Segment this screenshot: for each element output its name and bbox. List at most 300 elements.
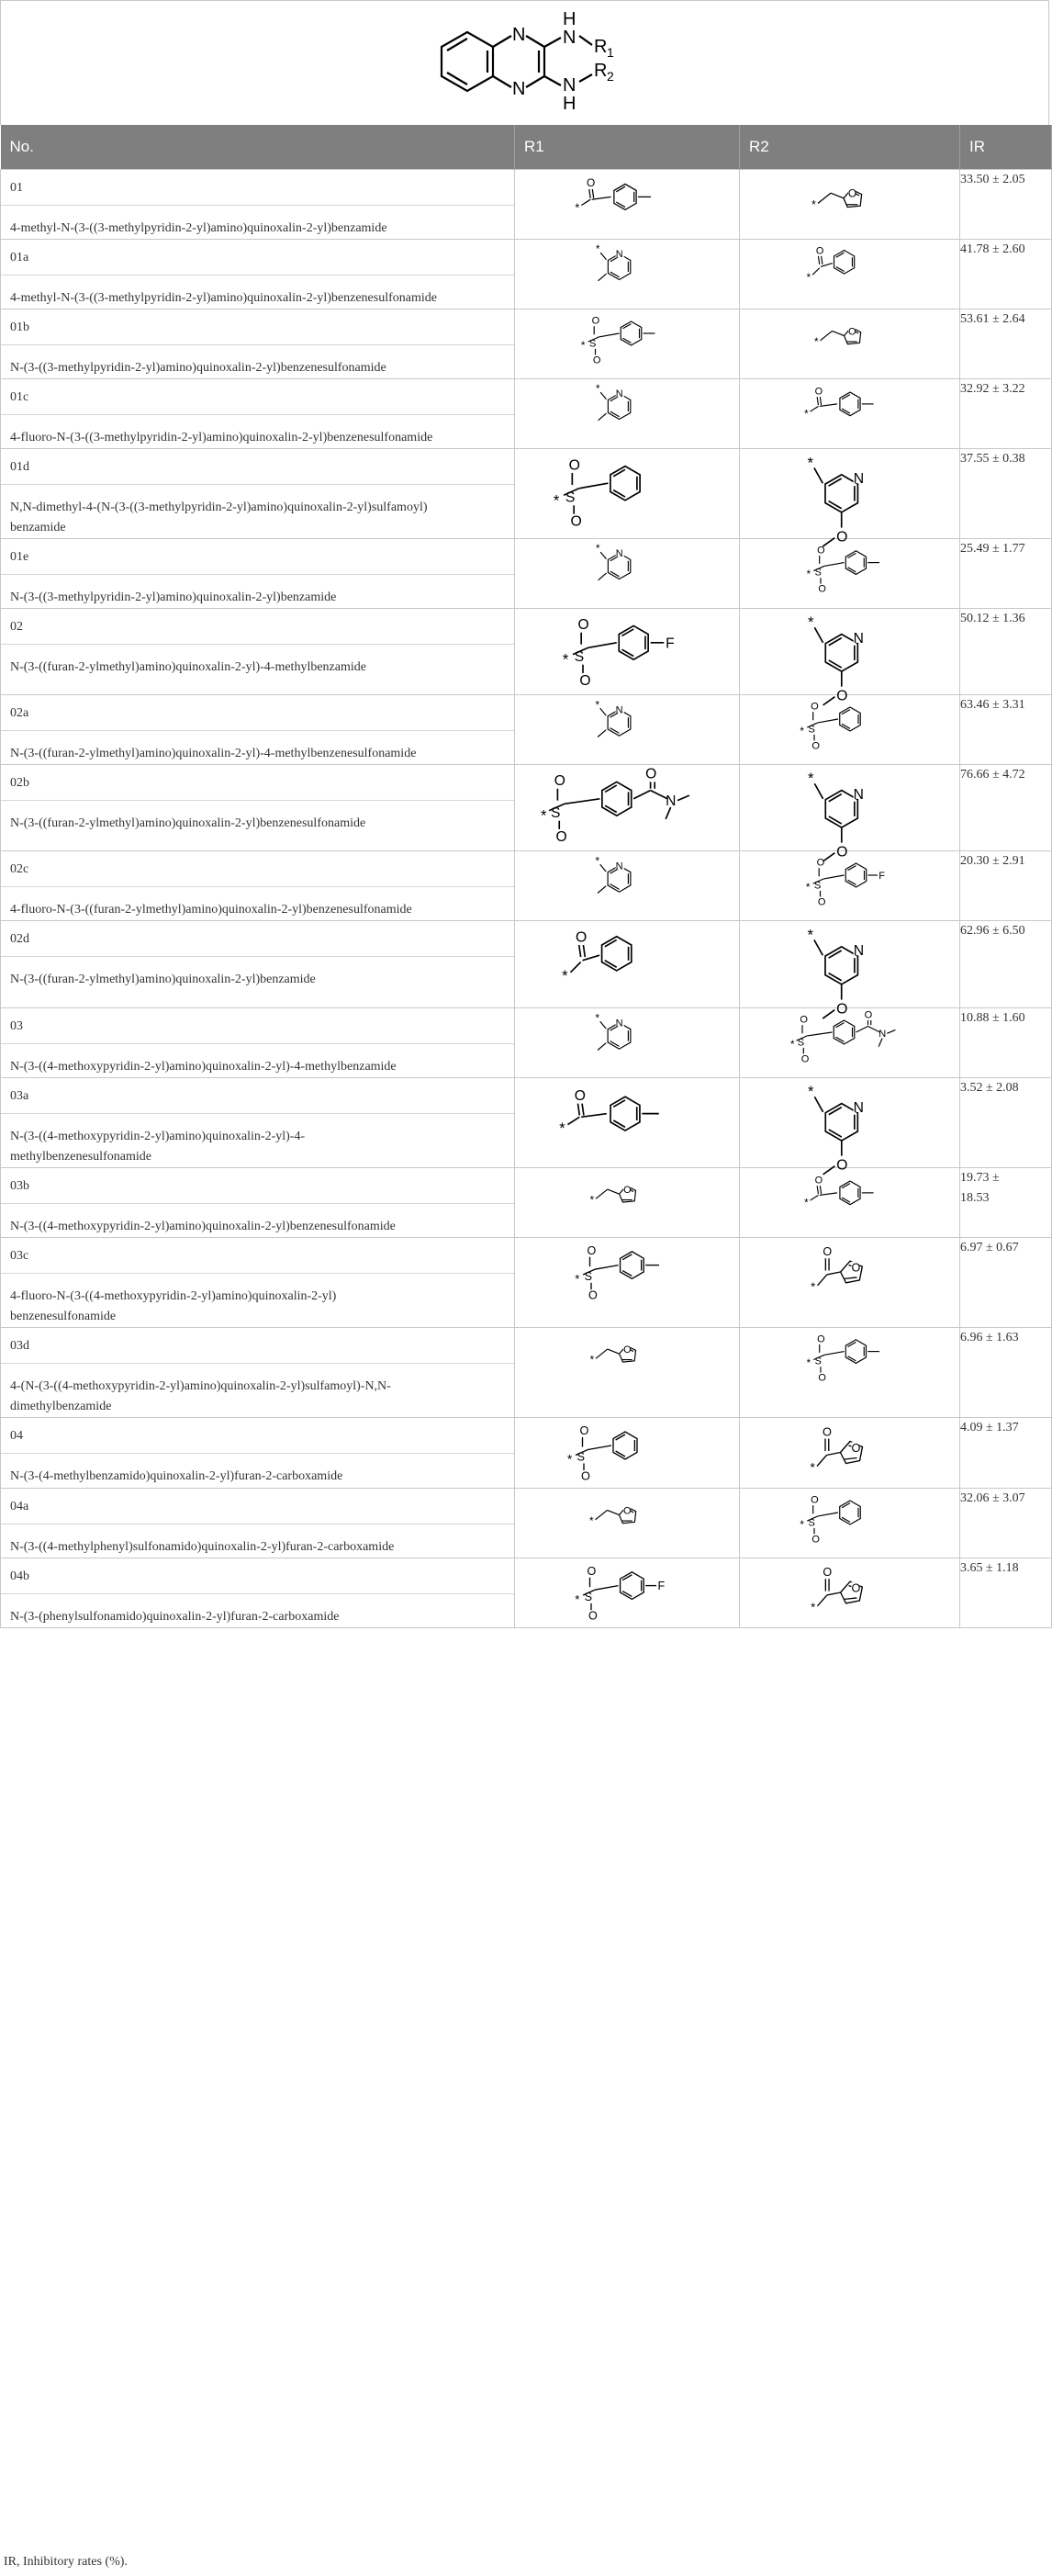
svg-text:N: N (853, 1099, 864, 1116)
svg-text:S: S (551, 805, 561, 822)
compound-table (0, 125, 1052, 1628)
compound-number: 01 (1, 170, 514, 206)
r1-structure (515, 379, 740, 449)
dimethylcarbamoylphenylsulfonyl-structure-drawing (740, 1008, 960, 1068)
compound-name: N-(3-((furan-2-ylmethyl)amino)quinoxalin-2-yl)benzenesulfonamide (10, 816, 366, 830)
r1-structure (515, 921, 740, 1008)
svg-text:O: O (851, 1440, 861, 1455)
compound-name: N-(3-((furan-2-ylmethyl)amino)quinoxalin-2-yl)benzamide (10, 973, 316, 986)
svg-text:*: * (562, 967, 568, 985)
r2-structure (740, 609, 960, 704)
methylpyridyl-structure-drawing (515, 240, 735, 298)
svg-text:F: F (666, 636, 675, 652)
svg-text:*: * (807, 454, 814, 472)
inhibitory-rate-value: 3.52 ± 2.08 (960, 1078, 1052, 1168)
compound-number: 01a (1, 240, 514, 276)
svg-text:*: * (575, 1592, 580, 1606)
compound-cell (1, 695, 515, 765)
svg-text:N: N (853, 786, 864, 803)
svg-text:N: N (615, 249, 623, 261)
r2-structure (740, 1418, 960, 1489)
svg-text:O: O (581, 1468, 590, 1483)
svg-text:S: S (808, 1517, 815, 1529)
toluoyl-structure-drawing (740, 379, 960, 438)
tosyl-structure-drawing (740, 1328, 960, 1387)
svg-text:O: O (800, 1014, 808, 1026)
compound-cell (1, 1328, 515, 1418)
svg-text:*: * (810, 1460, 815, 1475)
svg-text:O: O (623, 1505, 632, 1517)
svg-text:*: * (595, 855, 600, 868)
svg-text:F: F (657, 1580, 666, 1593)
svg-text:*: * (800, 725, 804, 737)
compound-name: 4-methyl-N-(3-((3-methylpyridin-2-yl)amino)quinoxalin-2-yl)benzenesulfonamide (10, 291, 437, 305)
compound-name: N-(3-((furan-2-ylmethyl)amino)quinoxalin-2-yl)-4-methylbenzenesulfonamide (10, 747, 417, 760)
methoxypyridyl-structure-drawing (740, 765, 960, 861)
phenylsulfonyl-structure-drawing (740, 695, 960, 755)
table-row (1, 539, 1052, 609)
svg-text:S: S (814, 567, 822, 579)
r2-structure (740, 695, 960, 765)
svg-text:*: * (589, 1355, 595, 1367)
svg-text:F: F (879, 870, 885, 882)
svg-text:O: O (847, 186, 857, 200)
compound-number: 03a (1, 1078, 514, 1114)
svg-text:*: * (806, 272, 811, 284)
r2-structure (740, 1558, 960, 1628)
svg-text:O: O (579, 672, 591, 689)
compound-name: N,N-dimethyl-4-(N-(3-((3-methylpyridin-2-yl)amino)quinoxalin-2-yl)sulfamoyl) benzamide (10, 501, 428, 534)
table-row (1, 851, 1052, 921)
furoyl-structure-drawing (740, 1238, 960, 1306)
r1-structure (515, 1008, 740, 1078)
svg-text:*: * (595, 1012, 600, 1025)
svg-text:*: * (808, 1083, 814, 1101)
inhibitory-rate-value: 62.96 ± 6.50 (960, 921, 1052, 1008)
r1-label: R (594, 37, 608, 57)
svg-text:S: S (574, 649, 585, 666)
svg-text:O: O (836, 844, 848, 861)
r2-structure (740, 1078, 960, 1174)
inhibitory-rate-value: 53.61 ± 2.64 (960, 309, 1052, 379)
table-row (1, 170, 1052, 240)
svg-text:O: O (588, 1288, 598, 1302)
compound-cell (1, 609, 515, 695)
svg-text:O: O (817, 896, 826, 908)
furoyl-structure-drawing (740, 1418, 960, 1487)
r2-structure (740, 539, 960, 609)
r1-structure (515, 1328, 740, 1418)
svg-text:O: O (587, 1243, 597, 1257)
compound-number: 01c (1, 379, 514, 415)
table-row (1, 449, 1052, 539)
svg-text:O: O (811, 1494, 819, 1506)
r2-structure (740, 1489, 960, 1558)
r1-structure (515, 1489, 740, 1558)
compound-number: 03 (1, 1008, 514, 1044)
header-ir: IR (960, 125, 1052, 170)
svg-text:*: * (596, 544, 600, 556)
phenylsulfonyl-structure-drawing (740, 1489, 960, 1548)
tosyl-structure-drawing (515, 1238, 735, 1306)
compound-number: 04a (1, 1489, 514, 1524)
svg-text:*: * (811, 198, 816, 211)
svg-text:O: O (645, 766, 657, 782)
svg-text:*: * (575, 201, 580, 215)
r2-structure (740, 240, 960, 309)
compound-number: 02 (1, 609, 514, 645)
compound-cell (1, 1489, 515, 1558)
svg-text:*: * (808, 613, 814, 632)
compound-cell (1, 1168, 515, 1238)
svg-text:O: O (574, 1087, 586, 1104)
compound-name: N-(3-((4-methoxypyridin-2-yl)amino)quinoxalin-2-yl)benzenesulfonamide (10, 1220, 396, 1233)
fluorophenylsulfonyl-structure-drawing (740, 851, 960, 911)
svg-text:O: O (554, 773, 565, 790)
compound-name: 4-(N-(3-((4-methoxypyridin-2-yl)amino)quinoxalin-2-yl)sulfamoyl)-N,N- dimethylbenzamide (10, 1379, 391, 1413)
furfuryl-structure-drawing (515, 1168, 735, 1227)
inhibitory-rate-value: 4.09 ± 1.37 (960, 1418, 1052, 1489)
svg-text:*: * (580, 339, 586, 352)
r2-structure (740, 379, 960, 449)
svg-text:S: S (565, 489, 576, 506)
table-row (1, 1489, 1052, 1558)
inhibitory-rate-value: 3.65 ± 1.18 (960, 1558, 1052, 1628)
r2-structure (740, 1168, 960, 1238)
svg-text:*: * (596, 244, 600, 256)
compound-cell (1, 851, 515, 921)
r1-structure (515, 1078, 740, 1168)
compound-number: 02d (1, 921, 514, 957)
svg-text:O: O (623, 1344, 632, 1355)
svg-text:O: O (811, 1534, 820, 1546)
furfuryl-structure-drawing (740, 170, 960, 234)
methylpyridyl-structure-drawing (515, 1008, 735, 1068)
svg-text:O: O (817, 1333, 825, 1345)
svg-text:O: O (836, 1001, 848, 1018)
inhibitory-rate-value: 33.50 ± 2.05 (960, 170, 1052, 240)
svg-text:O: O (815, 245, 824, 257)
compound-number: 03b (1, 1168, 514, 1204)
svg-text:*: * (811, 1279, 816, 1294)
svg-text:O: O (592, 354, 601, 366)
svg-text:O: O (577, 617, 589, 634)
svg-text:S: S (584, 1590, 592, 1603)
svg-text:O: O (587, 1564, 597, 1578)
table-row (1, 1238, 1052, 1328)
quinoxaline-core-structure (423, 8, 662, 117)
compound-name: N-(3-((3-methylpyridin-2-yl)amino)quinoxalin-2-yl)benzamide (10, 591, 337, 604)
svg-text:O: O (823, 1424, 832, 1439)
compound-name: N-(3-((4-methoxypyridin-2-yl)amino)quinoxalin-2-yl)-4- methylbenzenesulfonamide (10, 1130, 306, 1164)
r1-structure (515, 765, 740, 851)
r1-structure (515, 539, 740, 609)
compound-cell (1, 1558, 515, 1628)
furfuryl-structure-drawing (740, 309, 960, 369)
svg-text:O: O (864, 1009, 873, 1021)
r1-structure (515, 1238, 740, 1328)
table-row (1, 1078, 1052, 1168)
methoxypyridyl-structure-drawing (740, 449, 960, 546)
compound-name: N-(3-(phenylsulfonamido)quinoxalin-2-yl)furan-2-carboxamide (10, 1610, 340, 1624)
furfuryl-structure-drawing (515, 1489, 735, 1548)
amine-hydrogen-2: H (563, 94, 576, 114)
svg-text:N: N (615, 388, 623, 400)
r2-structure (740, 1238, 960, 1328)
svg-text:*: * (808, 770, 814, 788)
svg-text:O: O (591, 315, 600, 327)
svg-text:O: O (817, 545, 825, 557)
svg-text:O: O (818, 1372, 826, 1384)
svg-text:*: * (804, 409, 809, 421)
compound-cell (1, 309, 515, 379)
inhibitory-rate-value: 37.55 ± 0.38 (960, 449, 1052, 539)
svg-text:O: O (814, 386, 823, 398)
header-no: No. (1, 125, 515, 170)
svg-text:O: O (836, 1157, 848, 1174)
phenylsulfonyl-structure-drawing (515, 1418, 735, 1487)
compound-cell (1, 1078, 515, 1168)
table-body (1, 170, 1052, 1628)
svg-text:*: * (589, 1195, 595, 1207)
inhibitory-rate-value: 76.66 ± 4.72 (960, 765, 1052, 851)
svg-text:O: O (579, 1423, 589, 1437)
compound-cell (1, 449, 515, 539)
toluoyl-structure-drawing (740, 1168, 960, 1227)
svg-text:*: * (562, 650, 569, 669)
svg-text:N: N (879, 1029, 887, 1041)
table-row (1, 1168, 1052, 1238)
svg-text:O: O (814, 1175, 823, 1187)
svg-text:O: O (576, 929, 588, 946)
r2-structure (740, 1328, 960, 1418)
inhibitory-rate-value: 19.73 ± 18.53 (960, 1168, 1052, 1238)
table-row (1, 765, 1052, 851)
fluorophenylsulfonyl-structure-drawing (515, 1558, 735, 1626)
r2-structure (740, 449, 960, 546)
r2-structure (740, 765, 960, 861)
table-row (1, 240, 1052, 309)
svg-text:O: O (848, 326, 856, 338)
compound-cell (1, 240, 515, 309)
svg-text:N: N (615, 704, 623, 716)
tosyl-structure-drawing (740, 539, 960, 598)
compound-name: 4-methyl-N-(3-((3-methylpyridin-2-yl)amino)quinoxalin-2-yl)benzamide (10, 221, 387, 235)
compound-number: 01d (1, 449, 514, 485)
r1-structure (515, 240, 740, 309)
compound-number: 01b (1, 309, 514, 345)
r1-subscript: 1 (607, 45, 614, 60)
r2-label: R (594, 61, 608, 81)
table-row (1, 1008, 1052, 1078)
inhibitory-rate-value: 10.88 ± 1.60 (960, 1008, 1052, 1078)
svg-text:O: O (570, 513, 582, 530)
svg-text:S: S (814, 880, 822, 892)
methylpyridyl-structure-drawing (515, 851, 735, 911)
svg-text:*: * (595, 699, 600, 712)
svg-text:O: O (823, 1566, 833, 1580)
compound-cell (1, 379, 515, 449)
inhibitory-rate-value: 6.97 ± 0.67 (960, 1238, 1052, 1328)
svg-text:*: * (814, 336, 819, 348)
svg-text:*: * (575, 1271, 580, 1286)
svg-text:S: S (584, 1269, 592, 1283)
compound-name: N-(3-((4-methoxypyridin-2-yl)amino)quinoxalin-2-yl)-4-methylbenzamide (10, 1060, 397, 1074)
ring-nitrogen-top: N (512, 25, 526, 45)
toluoyl-structure-drawing (515, 1078, 735, 1163)
compound-cell (1, 539, 515, 609)
svg-text:*: * (807, 926, 814, 944)
table-row (1, 1418, 1052, 1489)
r1-structure (515, 609, 740, 695)
compound-cell (1, 1008, 515, 1078)
r2-structure (740, 309, 960, 379)
furfuryl-structure-drawing (515, 1328, 735, 1387)
inhibitory-rate-value: 32.06 ± 3.07 (960, 1489, 1052, 1558)
svg-text:O: O (818, 583, 826, 595)
svg-text:*: * (811, 1600, 816, 1614)
svg-text:*: * (553, 491, 560, 510)
methylpyridyl-structure-drawing (515, 379, 735, 438)
inhibitory-rate-value: 25.49 ± 1.77 (960, 539, 1052, 609)
r1-structure (515, 449, 740, 539)
tosyl-structure-drawing (515, 309, 735, 369)
methoxypyridyl-structure-drawing (740, 921, 960, 1018)
inhibitory-rate-value: 6.96 ± 1.63 (960, 1328, 1052, 1418)
inhibitory-rate-value: 50.12 ± 1.36 (960, 609, 1052, 695)
r2-structure (740, 170, 960, 240)
compound-number: 02c (1, 851, 514, 887)
svg-text:*: * (541, 806, 547, 825)
table-row (1, 921, 1052, 1008)
svg-text:N: N (666, 793, 677, 810)
compound-number: 01e (1, 539, 514, 575)
compound-number: 02b (1, 765, 514, 801)
svg-text:*: * (567, 1452, 573, 1467)
compound-name: 4-fluoro-N-(3-((furan-2-ylmethyl)amino)quinoxalin-2-yl)benzenesulfonamide (10, 903, 412, 917)
r1-structure (515, 1418, 740, 1489)
table-row (1, 309, 1052, 379)
svg-text:O: O (811, 701, 819, 713)
methoxypyridyl-structure-drawing (740, 609, 960, 704)
svg-text:O: O (836, 529, 848, 546)
svg-text:O: O (555, 828, 567, 845)
svg-text:S: S (808, 724, 815, 736)
compound-cell (1, 170, 515, 240)
methoxypyridyl-structure-drawing (740, 1078, 960, 1174)
r2-subscript: 2 (607, 69, 614, 84)
svg-text:*: * (790, 1038, 795, 1051)
inhibitory-rate-value: 32.92 ± 3.22 (960, 379, 1052, 449)
header-r1: R1 (515, 125, 740, 170)
svg-text:O: O (800, 1053, 810, 1065)
svg-text:N: N (853, 943, 865, 960)
furoyl-structure-drawing (740, 1558, 960, 1626)
svg-text:*: * (800, 1518, 804, 1531)
svg-text:O: O (823, 1245, 833, 1259)
benzoyl-structure-drawing (515, 921, 735, 1007)
inhibitory-rate-value: 41.78 ± 2.60 (960, 240, 1052, 309)
benzoyl-structure-drawing (740, 240, 960, 298)
compound-name: N-(3-((3-methylpyridin-2-yl)amino)quinoxalin-2-yl)benzenesulfonamide (10, 361, 386, 375)
compound-name: N-(3-((furan-2-ylmethyl)amino)quinoxalin-2-yl)-4-methylbenzamide (10, 660, 366, 674)
svg-text:*: * (806, 1358, 811, 1370)
compound-cell (1, 1418, 515, 1489)
compound-name: N-(3-((4-methylphenyl)sulfonamido)quinoxalin-2-yl)furan-2-carboxamide (10, 1540, 395, 1554)
svg-text:S: S (814, 1355, 822, 1367)
svg-text:O: O (851, 1261, 861, 1275)
svg-text:*: * (596, 384, 600, 396)
svg-text:O: O (811, 740, 820, 752)
svg-text:*: * (804, 1198, 809, 1209)
amine-hydrogen-1: H (563, 9, 576, 29)
compound-cell (1, 921, 515, 1008)
r1-structure (515, 309, 740, 379)
svg-text:O: O (587, 176, 596, 190)
table-row (1, 609, 1052, 695)
amine-nitrogen-2: N (563, 75, 576, 96)
table-row (1, 379, 1052, 449)
svg-text:S: S (589, 338, 597, 350)
amine-nitrogen-1: N (563, 28, 576, 48)
svg-text:*: * (805, 881, 811, 894)
svg-text:S: S (576, 1449, 586, 1464)
svg-text:N: N (615, 861, 623, 872)
compound-number: 04b (1, 1558, 514, 1594)
compound-number: 03c (1, 1238, 514, 1274)
fluorophenylsulfonyl-structure-drawing (515, 609, 735, 693)
svg-text:O: O (836, 688, 848, 704)
compound-number: 04 (1, 1418, 514, 1454)
svg-text:N: N (615, 548, 623, 560)
svg-text:*: * (589, 1515, 594, 1527)
footnote: IR, Inhibitory rates (%). (4, 2555, 128, 2569)
phenylsulfonyl-structure-drawing (515, 449, 735, 534)
compound-cell (1, 1238, 515, 1328)
r1-structure (515, 695, 740, 765)
methylpyridyl-structure-drawing (515, 695, 735, 755)
table-header-row (1, 125, 1052, 170)
compound-name: N-(3-(4-methylbenzamido)quinoxalin-2-yl)furan-2-carboxamide (10, 1469, 343, 1483)
svg-text:O: O (851, 1581, 861, 1595)
svg-text:*: * (559, 1119, 565, 1137)
compound-number: 03d (1, 1328, 514, 1364)
r1-structure (515, 1168, 740, 1238)
compound-cell (1, 765, 515, 851)
svg-text:O: O (623, 1184, 632, 1196)
table-row (1, 695, 1052, 765)
svg-text:S: S (797, 1037, 805, 1049)
svg-text:O: O (568, 457, 580, 474)
svg-text:N: N (615, 1018, 623, 1029)
core-structure-cell (0, 0, 1049, 125)
compound-number: 02a (1, 695, 514, 731)
compound-name: 4-fluoro-N-(3-((4-methoxypyridin-2-yl)amino)quinoxalin-2-yl) benzenesulfonamide (10, 1289, 337, 1323)
svg-text:N: N (853, 471, 865, 488)
svg-text:O: O (816, 857, 825, 869)
svg-text:N: N (853, 630, 864, 647)
inhibitory-rate-value: 63.46 ± 3.31 (960, 695, 1052, 765)
r2-structure (740, 921, 960, 1018)
r2-structure (740, 1008, 960, 1078)
table-row (1, 1558, 1052, 1628)
ring-nitrogen-bottom: N (512, 79, 526, 99)
r1-structure (515, 170, 740, 240)
compound-name: 4-fluoro-N-(3-((3-methylpyridin-2-yl)amino)quinoxalin-2-yl)benzenesulfonamide (10, 431, 433, 444)
methylpyridyl-structure-drawing (515, 539, 735, 598)
toluoyl-structure-drawing (515, 170, 735, 234)
dimethylcarbamoylphenylsulfonyl-structure-drawing (515, 765, 735, 849)
